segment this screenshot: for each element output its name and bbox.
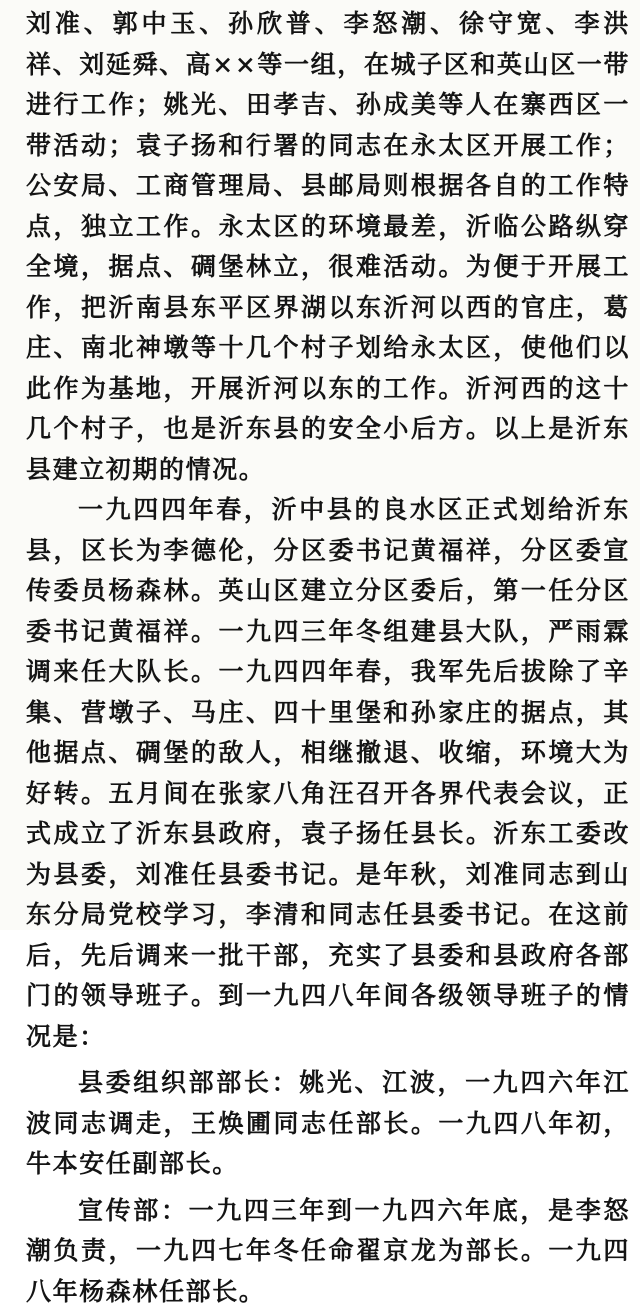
paragraph-1: 刘准、郭中玉、孙欣普、李怒潮、徐守宽、李洪祥、刘延舜、高××等一组，在城子区和英山区一带进行工作；姚光、田孝吉、孙成美等人在寨西区一带活动；袁子扬和行署的同志在永太区开展工作；公安局、工商管理局、县邮局则根据各自的工作特点，独立工作。永太区的环境最差，沂临公路纵穿全境，据点、碉堡林立，很难活动。为便于开展工作，把沂南县东平区界湖以东沂河以西的官庄，葛庄、南北神墩等十几个村子划给永太区，使他们以此作为基地，开展沂河以东的工作。沂河西的这十几个村子，也是沂东县的安全小后方。以上是沂东县建立初期的情况。	[26, 4, 630, 490]
paragraph-2: 一九四四年春，沂中县的良水区正式划给沂东县，区长为李德伦，分区委书记黄福祥，分区委宣传委员杨森林。英山区建立分区委后，第一任分区委书记黄福祥。一九四三年冬组建县大队，严雨霖调来任大队长。一九四四年春，我军先后拔除了辛集、营墩子、马庄、四十里堡和孙家庄的据点，其他据点、碉堡的敌人，相继撤退、收缩，环境大为好转。五月间在张家八角汪召开各界代表会议，正式成立了沂东县政府，袁子扬任县长。沂东工委改为县委，刘准任县委书记。是年秋，刘准同志到山东分局党校学习，李清和同志任县委书记。在这前后，先后调来一批干部，充实了县委和县政府各部门的领导班子。到一九四八年间各级领导班子的情况是：	[26, 490, 630, 1057]
paragraph-3: 县委组织部部长：姚光、江波，一九四六年江波同志调走，王焕圃同志任部长。一九四八年初，牛本安任副部长。	[26, 1063, 630, 1185]
paragraph-4: 宣传部：一九四三年到一九四六年底，是李怒潮负责，一九四七年冬任命翟京龙为部长。一九四八年杨森林任部长。	[26, 1191, 630, 1312]
